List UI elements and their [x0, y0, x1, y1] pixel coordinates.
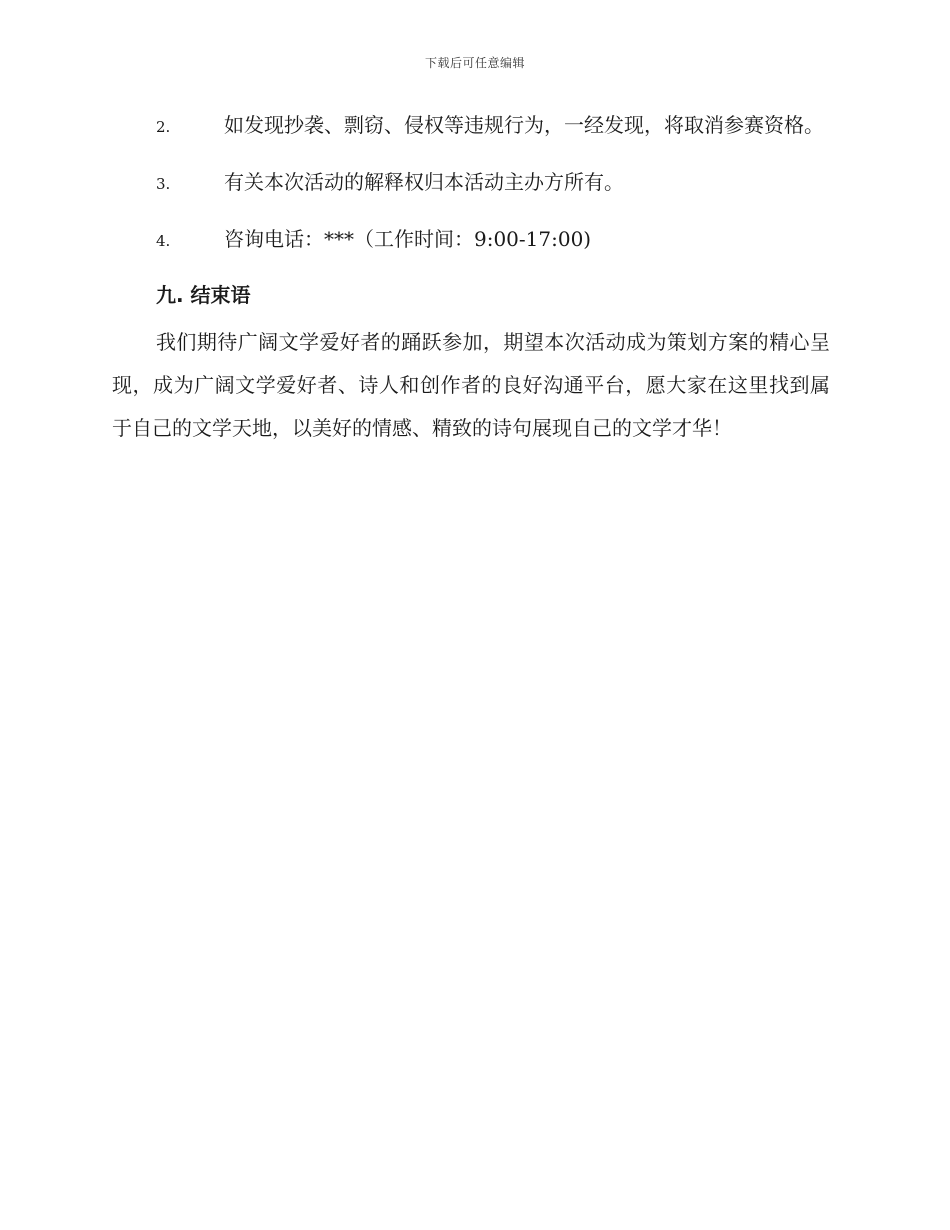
page-content	[112, 104, 830, 450]
section-heading: 九. 结束语	[156, 283, 251, 307]
list-item-number: 3.	[156, 175, 171, 193]
list-item	[112, 161, 830, 206]
section-paragraph: 我们期待广阔文学爱好者的踊跃参加，期望本次活动成为策划方案的精心呈现，成为广阔文学爱好者、诗人和创作者的良好沟通平台，愿大家在这里找到属于自己的文学天地，以美好的情感、精致的诗句展现自己的文学才华！	[112, 330, 830, 440]
list-item-text: 如发现抄袭、剽窃、侵权等违规行为，一经发现，将取消参赛资格。	[224, 113, 824, 137]
list-item-text: 咨询电话：***（工作时间：9:00-17:00)	[224, 227, 592, 251]
list-item-text: 有关本次活动的解释权归本活动主办方所有。	[224, 170, 624, 194]
list-item	[112, 104, 830, 149]
page-header: 下载后可任意编辑	[424, 56, 525, 70]
list-item-number: 2.	[156, 118, 171, 136]
list-item-number: 4.	[156, 232, 171, 250]
list-item	[112, 218, 830, 263]
